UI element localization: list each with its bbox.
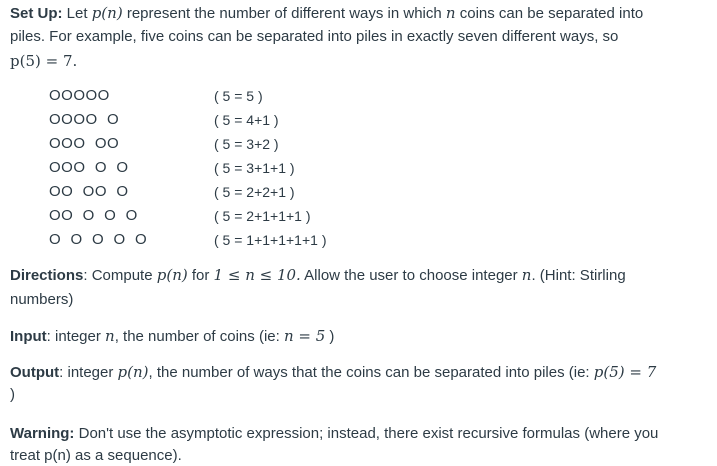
- setup-label: Set Up:: [10, 5, 63, 22]
- directions-text-a: : Compute: [83, 267, 157, 284]
- directions-range: 1 ≤ n ≤ 10.: [213, 266, 301, 284]
- directions-text-b: for: [187, 267, 214, 284]
- setup-line-3: p(5) = 7.: [10, 52, 78, 70]
- output-example: p(5) = 7: [593, 363, 657, 381]
- output-line-2: ): [10, 386, 15, 403]
- input-text-a: : integer: [46, 328, 106, 345]
- setup-fn: p(n): [91, 4, 123, 22]
- setup-text-b: represent the number of different ways in which: [122, 5, 446, 22]
- coin-piles: OOO OO: [49, 135, 120, 152]
- coin-piles: OO O O O: [49, 207, 138, 224]
- coin-piles: OOOOO: [49, 87, 110, 104]
- coin-piles: OOOO O: [49, 111, 120, 128]
- input-text-b: , the number of coins (ie:: [114, 328, 284, 345]
- output-line-1: [10, 362, 656, 383]
- directions-line-2: numbers): [10, 291, 74, 308]
- coin-piles: OO OO O: [49, 183, 129, 200]
- directions-fn: p(n): [156, 266, 188, 284]
- input-n: n: [105, 327, 115, 345]
- directions-label: Directions: [10, 267, 84, 284]
- directions-line-1: [10, 265, 626, 286]
- directions-text-c: Allow the user to choose integer: [300, 267, 522, 284]
- output-text-a: : integer: [59, 364, 118, 381]
- setup-text-c: coins can be separated into: [455, 5, 644, 22]
- setup-line-2: piles. For example, five coins can be separated into piles in exactly seven different ways, so: [10, 28, 619, 45]
- warning-text: Don't use the asymptotic expression; instead, there exist recursive formulas (where you: [74, 425, 659, 442]
- input-label: Input: [10, 328, 47, 345]
- partition-sum: ( 5 = 1+1+1+1+1 ): [214, 232, 327, 248]
- setup-n: n: [445, 4, 456, 22]
- coin-piles: OOO O O: [49, 159, 129, 176]
- input-example: n = 5: [283, 327, 326, 345]
- partition-sum: ( 5 = 2+2+1 ): [214, 184, 295, 200]
- partition-sum: ( 5 = 4+1 ): [214, 112, 279, 128]
- output-fn: p(n): [117, 363, 149, 381]
- directions-text-d: . (Hint: Stirling: [531, 267, 626, 284]
- input-line: [10, 326, 334, 347]
- partition-sum: ( 5 = 3+2 ): [214, 136, 279, 152]
- output-text-b: , the number of ways that the coins can be separated into piles (ie:: [148, 364, 594, 381]
- partition-sum: ( 5 = 2+1+1+1 ): [214, 208, 311, 224]
- directions-n: n: [521, 266, 532, 284]
- setup-text-a: Let: [66, 5, 92, 22]
- output-label: Output: [10, 364, 60, 381]
- coin-piles: O O O O O: [49, 231, 148, 248]
- partition-sum: ( 5 = 3+1+1 ): [214, 160, 295, 176]
- warning-label: Warning:: [10, 425, 75, 442]
- warning-line-2: treat p(n) as a sequence).: [10, 447, 182, 464]
- input-text-c: ): [325, 328, 335, 345]
- partition-sum: ( 5 = 5 ): [214, 88, 263, 104]
- warning-line-1: [10, 424, 658, 444]
- setup-line-1: [10, 3, 643, 24]
